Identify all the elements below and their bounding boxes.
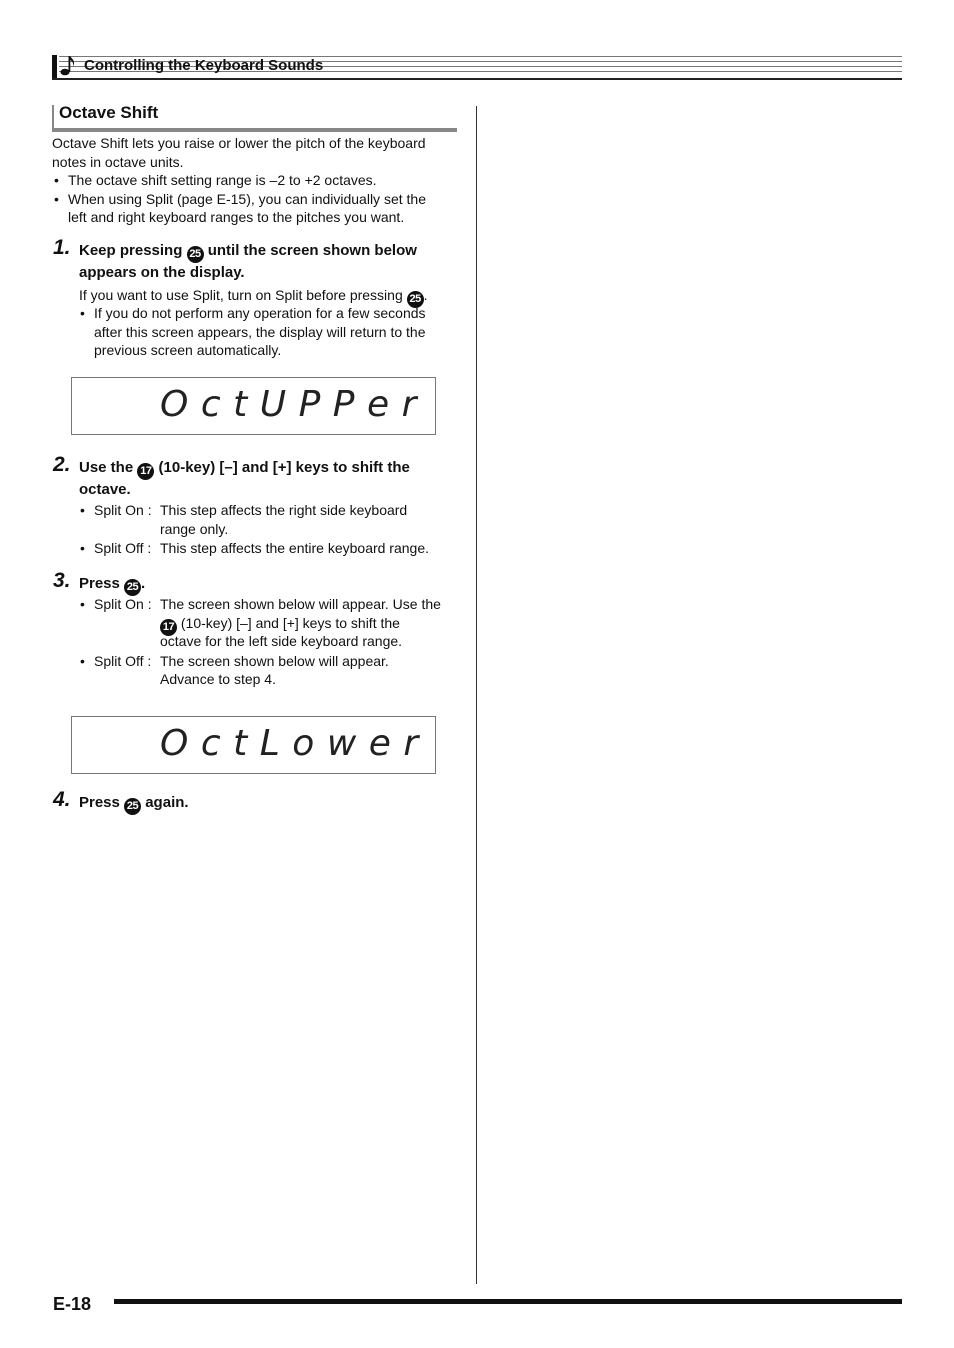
step-2-title: Use the 17 (10-key) [–] and [+] keys to shift the: [79, 457, 410, 480]
step-3-title: Press 25 .: [79, 573, 145, 596]
step-1-bullet-2: after this screen appears, the display will return to the: [94, 324, 426, 340]
step-1-bullet-3: previous screen automatically.: [94, 342, 282, 358]
step-1-title-2: appears on the display.: [79, 264, 245, 281]
intro-line-1: Octave Shift lets you raise or lower the pitch of the keyboard: [52, 135, 426, 151]
page-number: E-18: [53, 1294, 92, 1314]
bullet-range: • The octave shift setting range is –2 to +2 octaves.: [68, 171, 377, 190]
column-divider: [476, 106, 477, 1284]
step-2-split-off-text: This step affects the entire keyboard range.: [160, 540, 430, 556]
lcd-display-oct-lower: [71, 716, 436, 774]
key-25-icon: 25: [187, 246, 204, 263]
step-1-note: If you want to use Split, turn on Split before pressing 25 .: [79, 286, 428, 308]
footer-rule: [114, 1299, 902, 1304]
step-2-title-2: octave.: [79, 481, 131, 498]
step-3-split-off-label: • Split Off :: [94, 652, 151, 671]
section-title: Octave Shift: [59, 103, 159, 122]
step-2-split-on-label: • Split On :: [94, 501, 152, 520]
step-3-split-on-text-1: The screen shown below will appear. Use the: [160, 596, 441, 612]
step-3-split-on-label: • Split On :: [94, 595, 152, 614]
key-25-icon: 25: [407, 291, 424, 308]
step-4-title: Press 25 again.: [79, 792, 189, 815]
header-rule: [52, 78, 902, 80]
step-3-split-on-text-2: 17 (10-key) [–] and [+] keys to shift the: [160, 614, 400, 636]
page-header: [52, 55, 902, 81]
lcd-text: OctUPPer: [160, 384, 429, 425]
step-3-split-off-text-1: The screen shown below will appear.: [160, 653, 389, 669]
lcd-display-oct-upper: [71, 377, 436, 435]
step-1-number: 1.: [53, 236, 71, 259]
step-3-split-on-text-3: octave for the left side keyboard range.: [160, 633, 403, 649]
step-1-bullet-1: • If you do not perform any operation for a few seconds: [94, 304, 426, 323]
step-3-split-off-text-2: Advance to step 4.: [160, 671, 276, 687]
music-note-icon: [60, 55, 76, 77]
key-17-icon: 17: [137, 463, 154, 480]
bullet-split-2: left and right keyboard ranges to the pitches you want.: [68, 209, 405, 225]
step-3-number: 3.: [53, 569, 71, 592]
section-heading: [52, 103, 457, 131]
step-2-split-on-text-2: range only.: [160, 521, 229, 537]
key-25-icon: 25: [124, 579, 141, 596]
step-2-split-on-text-1: This step affects the right side keyboard: [160, 502, 408, 518]
step-1-title: Keep pressing 25 until the screen shown below: [79, 240, 417, 263]
step-4-number: 4.: [53, 788, 71, 811]
header-bar: [52, 55, 57, 79]
header-title: Controlling the Keyboard Sounds: [84, 57, 324, 74]
step-2-split-off-label: • Split Off :: [94, 539, 151, 558]
intro-line-2: notes in octave units.: [52, 154, 184, 170]
bullet-split-1: • When using Split (page E-15), you can individually set the: [68, 190, 426, 209]
step-2-number: 2.: [53, 453, 71, 476]
key-17-icon: 17: [160, 619, 177, 636]
lcd-text: OctLower: [160, 723, 431, 764]
key-25-icon: 25: [124, 798, 141, 815]
